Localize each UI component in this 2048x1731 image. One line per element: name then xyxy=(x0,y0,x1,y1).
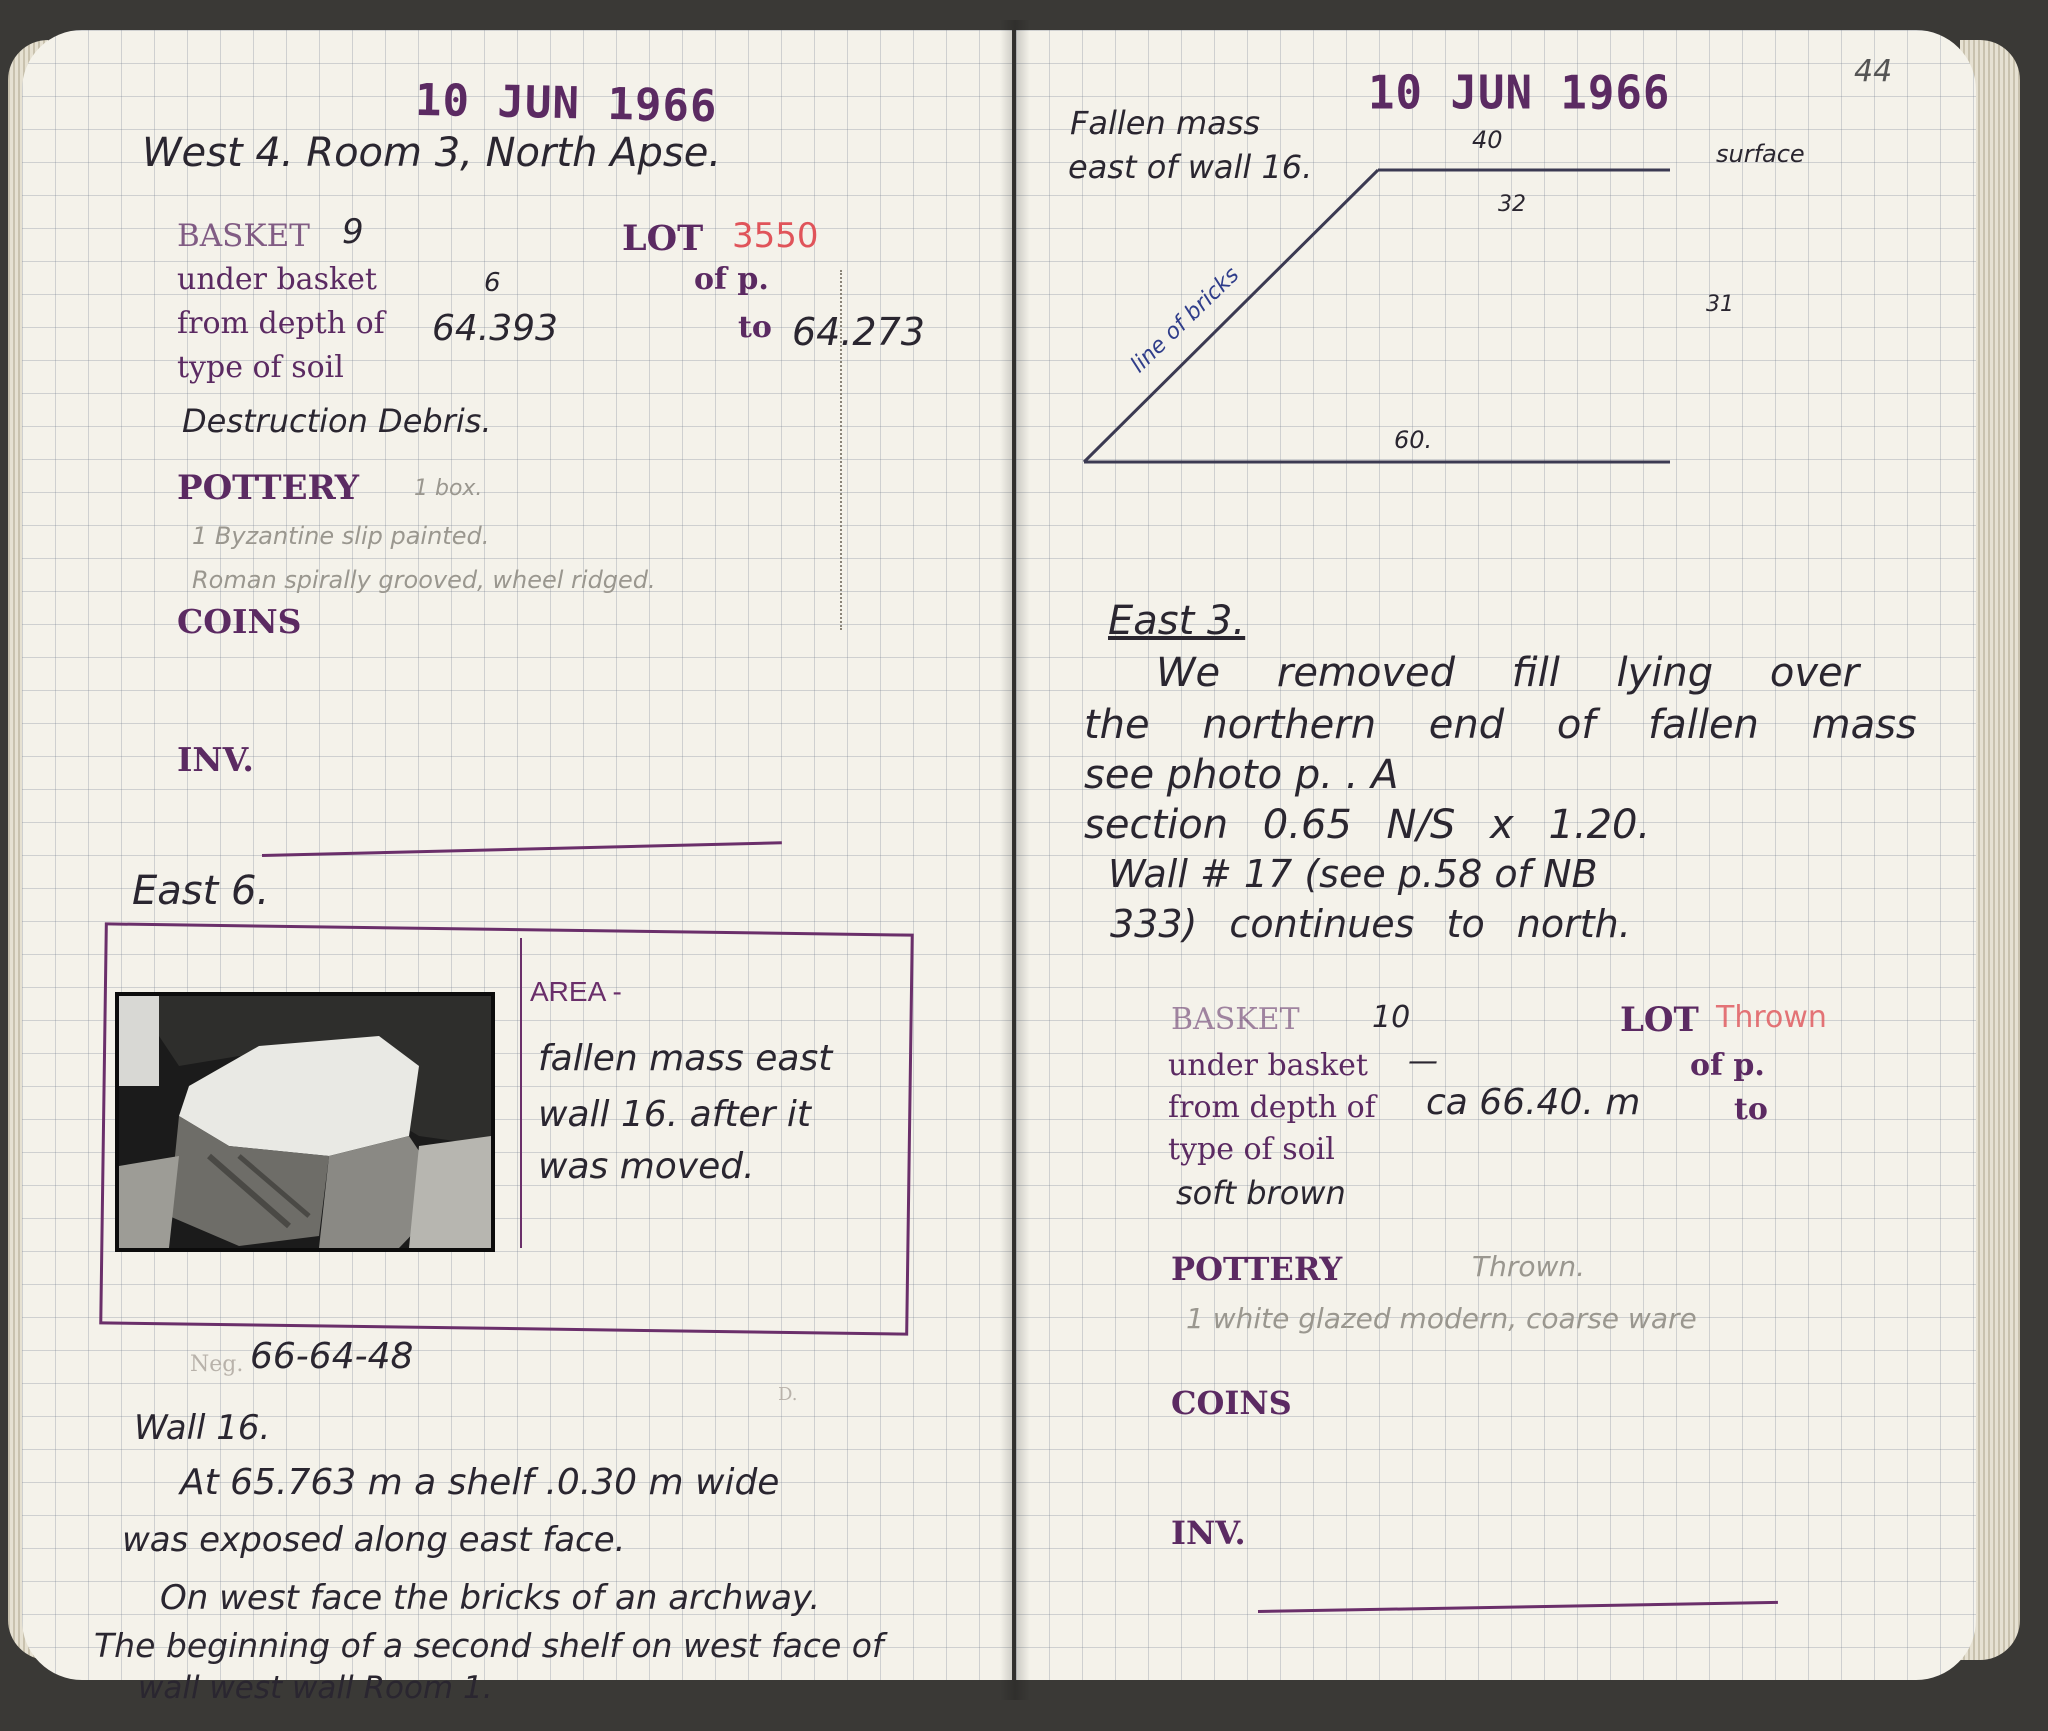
slope-line xyxy=(1084,170,1378,462)
d-label: D. xyxy=(778,1384,798,1405)
lot-value: Thrown xyxy=(1716,1000,1827,1035)
note-line-3: was exposed along east face. xyxy=(122,1520,626,1560)
lot-label: LOT xyxy=(622,218,704,259)
east-6-heading: East 6. xyxy=(132,868,270,914)
note-line-2: At 65.763 m a shelf .0.30 m wide xyxy=(180,1462,780,1503)
diagram-number-31: 31 xyxy=(1706,292,1734,317)
under-basket-value: — xyxy=(1408,1044,1438,1079)
type-of-soil-value: Destruction Debris. xyxy=(182,402,492,440)
right-page xyxy=(1016,30,1976,1680)
excavation-photo xyxy=(115,992,495,1252)
pottery-line-1: 1 white glazed modern, coarse ware xyxy=(1186,1302,1697,1335)
photo-card-divider xyxy=(520,938,522,1248)
from-depth-label: from depth of xyxy=(177,306,385,341)
diagram-top-number: 40 xyxy=(1472,126,1503,154)
photo-image xyxy=(119,996,491,1248)
right-note-line-5: Wall # 17 (see p.58 of NB xyxy=(1108,852,1598,896)
photo-caption-line-1: fallen mass east xyxy=(538,1038,833,1079)
section-diagram xyxy=(1016,30,1976,530)
of-p-label: of p. xyxy=(1690,1048,1765,1083)
divider-line xyxy=(262,841,782,857)
basket-value: 10 xyxy=(1372,1000,1411,1035)
to-label: to xyxy=(738,310,772,345)
basket-label: BASKET xyxy=(177,218,310,254)
right-note-line-6: 333) continues to north. xyxy=(1110,902,1631,946)
from-depth-value: 64.393 xyxy=(432,308,558,349)
lot-value: 3550 xyxy=(732,216,819,256)
under-basket-label: under basket xyxy=(1168,1048,1368,1083)
note-line-6: wall west wall Room 1. xyxy=(138,1670,493,1706)
note-line-5: The beginning of a second shelf on west face of xyxy=(94,1626,884,1665)
type-of-soil-label: type of soil xyxy=(177,350,344,385)
from-depth-value: ca 66.40. m xyxy=(1426,1082,1641,1123)
note-line-4: On west face the bricks of an archway. xyxy=(160,1578,821,1618)
under-basket-label: under basket xyxy=(177,262,377,297)
neg-value: 66-64-48 xyxy=(250,1336,414,1377)
photo-caption-line-3: was moved. xyxy=(538,1146,755,1187)
page-heading: West 4. Room 3, North Apse. xyxy=(142,130,722,176)
east-3-heading: East 3. xyxy=(1108,598,1246,644)
pottery-label: POTTERY xyxy=(177,468,359,508)
inv-label: INV. xyxy=(1171,1514,1246,1552)
neg-label: Neg. xyxy=(190,1352,244,1377)
diagram-number-60: 60. xyxy=(1394,426,1433,454)
pottery-count: 1 box. xyxy=(414,476,483,501)
to-label: to xyxy=(1734,1092,1768,1127)
dotted-column-line xyxy=(840,270,844,630)
right-note-line-1: We removed fill lying over xyxy=(1156,650,1860,696)
diagram-title-line-2: east of wall 16. xyxy=(1068,148,1313,186)
coins-label: COINS xyxy=(1171,1384,1292,1422)
date-stamp: 10 JUN 1966 xyxy=(414,74,718,133)
from-depth-label: from depth of xyxy=(1168,1090,1376,1125)
type-of-soil-label: type of soil xyxy=(1168,1132,1335,1167)
inv-label: INV. xyxy=(177,740,254,779)
lot-label: LOT xyxy=(1620,1000,1699,1040)
diagram-title-line-1: Fallen mass xyxy=(1070,104,1261,142)
right-note-line-3: see photo p. . A xyxy=(1084,752,1399,798)
diagram-number-32: 32 xyxy=(1498,192,1526,217)
bricks-label: line of bricks xyxy=(1126,262,1245,378)
right-note-line-4: section 0.65 N/S x 1.20. xyxy=(1084,802,1651,848)
closing-divider-line xyxy=(1258,1601,1778,1613)
pottery-label: POTTERY xyxy=(1171,1250,1343,1288)
under-basket-value: 6 xyxy=(484,268,501,298)
to-value: 64.273 xyxy=(792,310,925,354)
pottery-line-1: 1 Byzantine slip painted. xyxy=(192,522,490,550)
area-label: AREA - xyxy=(530,976,622,1007)
basket-value: 9 xyxy=(342,212,364,252)
basket-label: BASKET xyxy=(1171,1002,1300,1037)
pottery-line-2: Roman spirally grooved, wheel ridged. xyxy=(192,566,656,594)
note-line-1: Wall 16. xyxy=(134,1408,271,1448)
left-page xyxy=(22,30,1012,1706)
photo-caption-line-2: wall 16. after it xyxy=(538,1094,812,1135)
coins-label: COINS xyxy=(177,602,302,641)
type-of-soil-value: soft brown xyxy=(1176,1174,1346,1212)
pottery-value: Thrown. xyxy=(1472,1250,1586,1283)
notebook-spine xyxy=(1000,20,1030,1700)
page-number: 44 xyxy=(1854,54,1893,89)
of-p-label: of p. xyxy=(694,262,769,297)
date-stamp: 10 JUN 1966 xyxy=(1368,66,1671,121)
surface-label: surface xyxy=(1716,140,1805,168)
right-note-line-2: the northern end of fallen mass xyxy=(1084,702,1917,748)
